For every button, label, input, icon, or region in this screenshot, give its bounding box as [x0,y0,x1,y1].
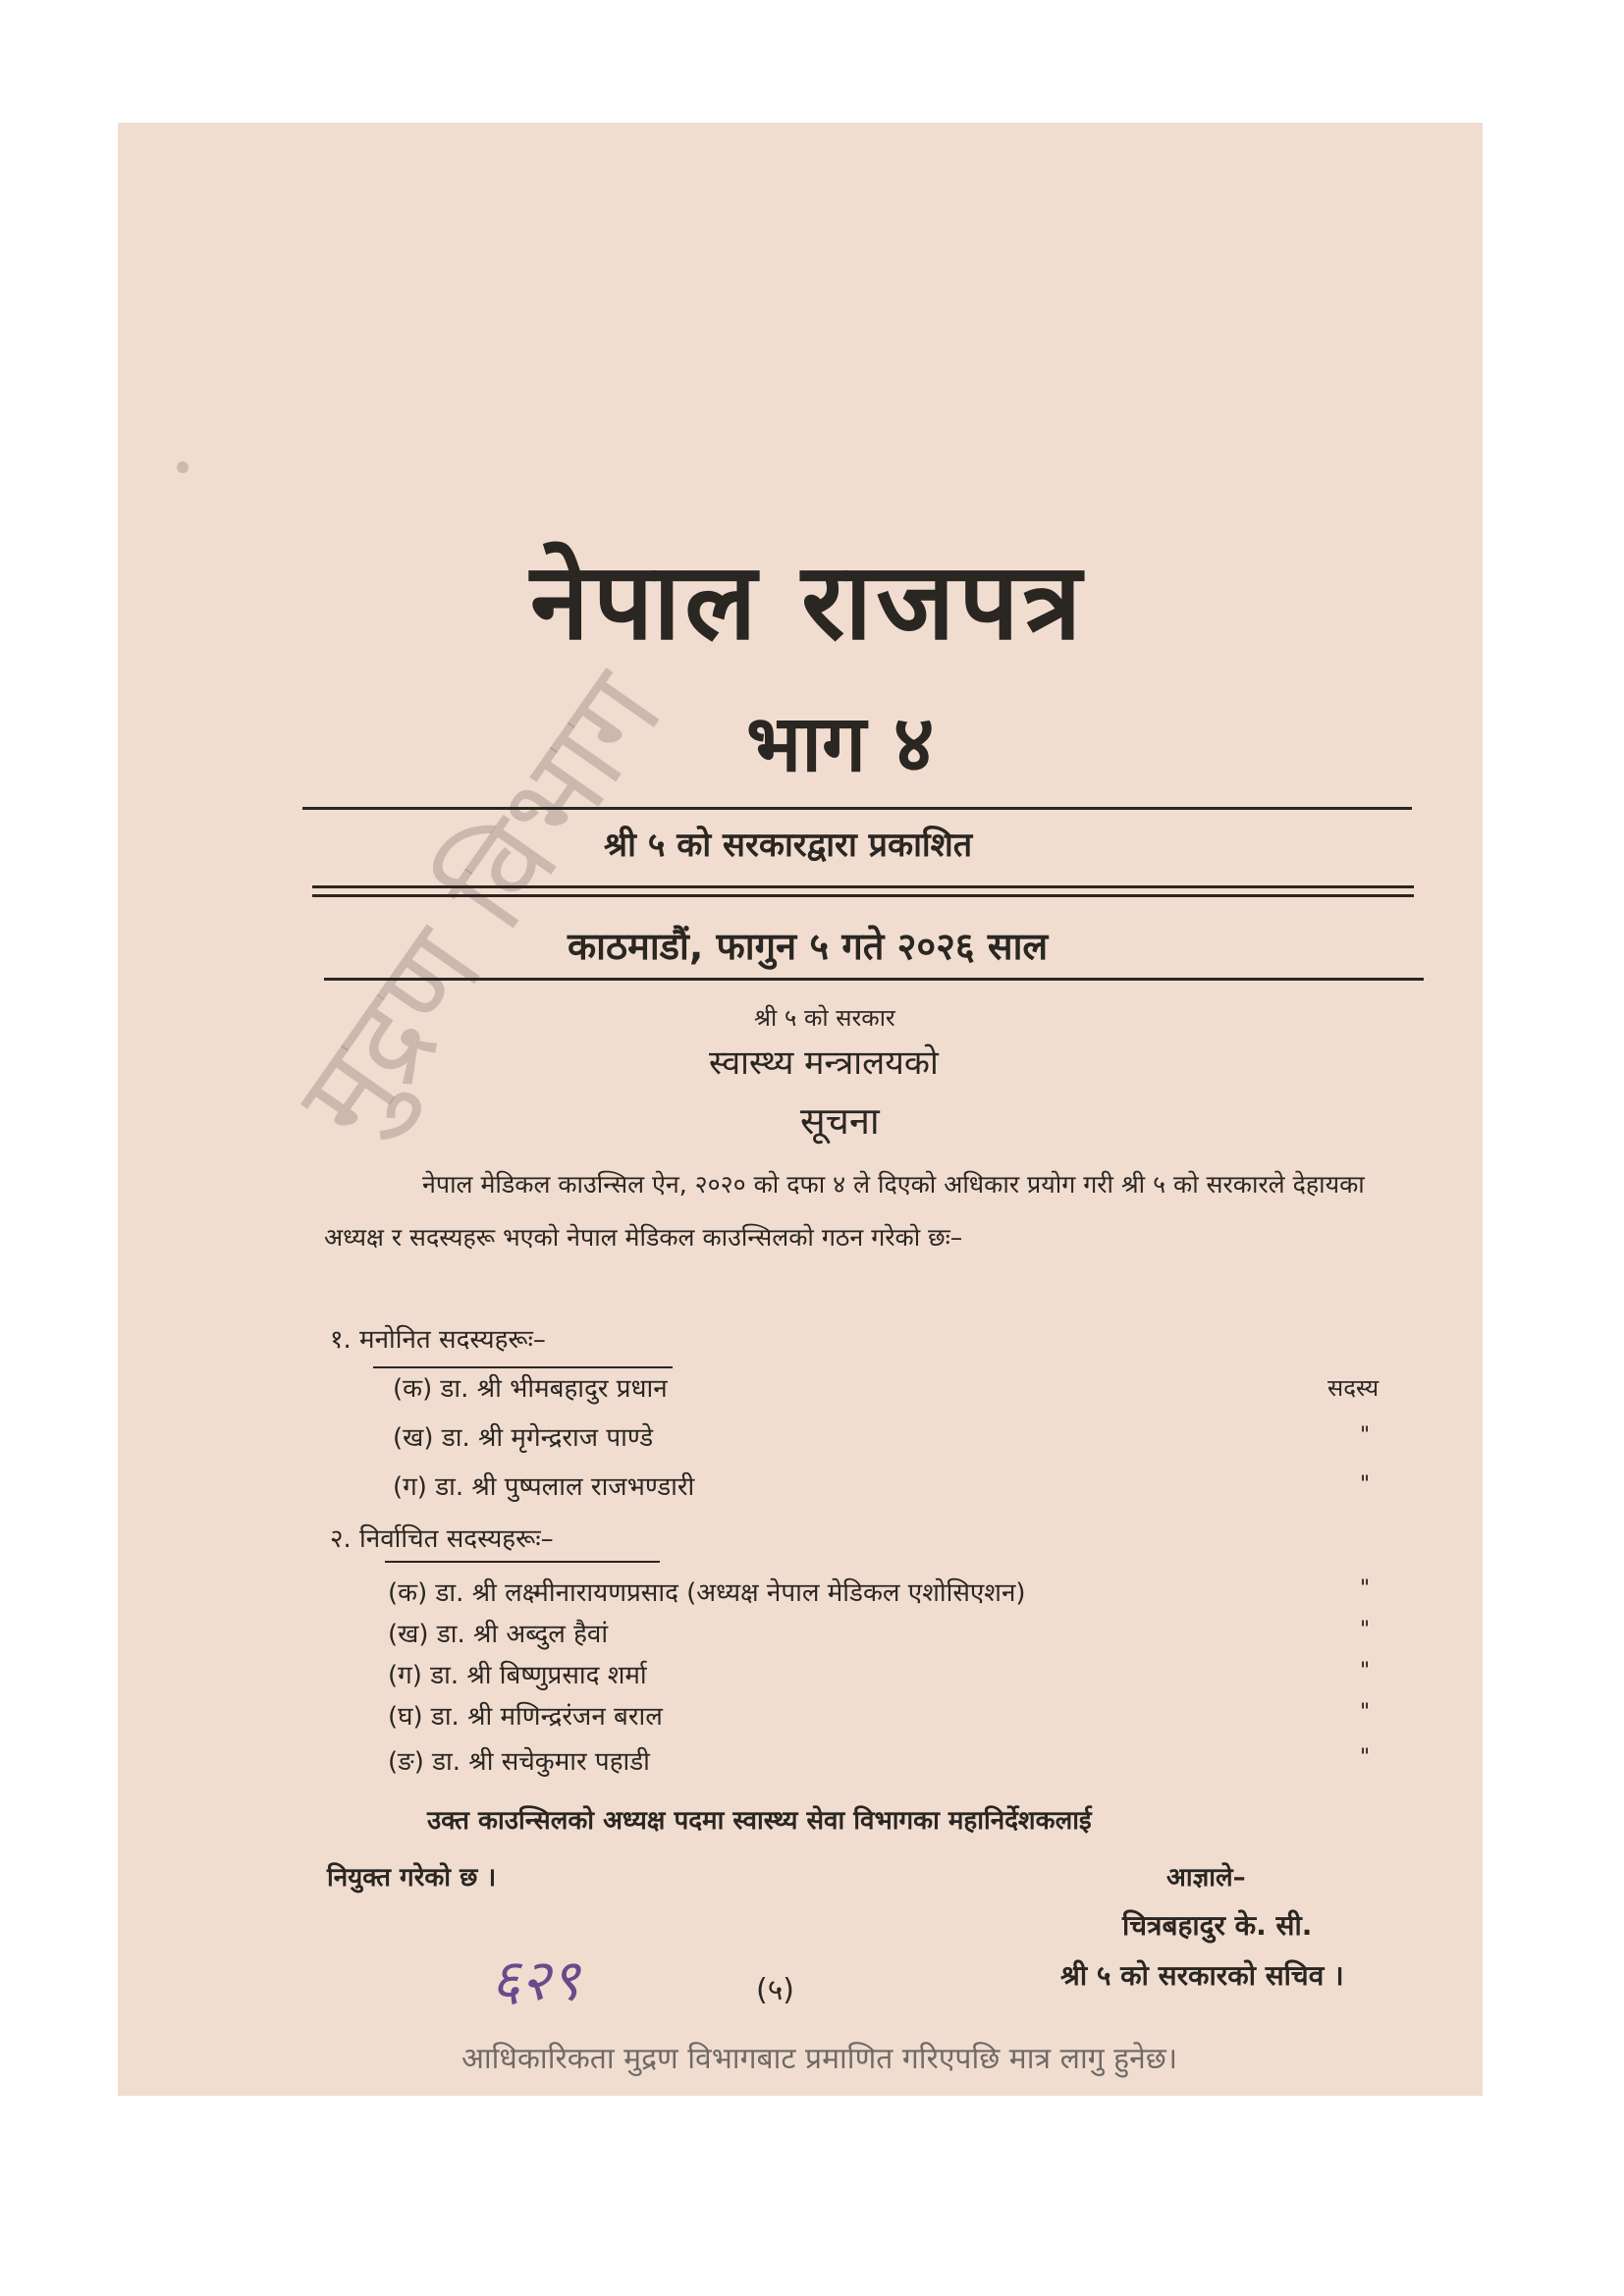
member-line: (क) डा. श्री लक्ष्मीनारायणप्रसाद (अध्यक्ष नेपाल मेडिकल एशोसिएशन) [388,1578,1026,1608]
signatory-designation: श्री ५ को सरकारको सचिव । [1060,1959,1344,1992]
signatory-name: चित्रबहादुर के. सी. [1122,1909,1313,1942]
member-role: " [1360,1472,1371,1497]
member-role: " [1360,1659,1371,1683]
member-role: " [1360,1618,1371,1642]
gazette-title: नेपाल राजपत्र [530,541,1086,664]
paper-scuff [177,461,189,473]
member-line: (ख) डा. श्री अब्दुल हैवां [388,1620,609,1649]
member-role: " [1360,1700,1371,1725]
member-line: (क) डा. श्री भीमबहादुर प्रधान [393,1374,668,1404]
member-role: " [1360,1745,1371,1770]
nominated-heading: १. मनोनित सदस्यहरूः– [330,1325,546,1355]
nominated-underline [373,1366,673,1368]
member-line: (ख) डा. श्री मृगेन्द्रराज पाण्डे [393,1423,654,1453]
order-line: आज्ञाले– [1166,1863,1246,1893]
handwritten-number: ६२९ [491,1947,580,2013]
member-role: " [1360,1423,1371,1448]
gazette-part: भाग ४ [746,698,935,789]
member-role: सदस्य [1327,1374,1380,1402]
closing-line-1: उक्त काउन्सिलको अध्यक्ष पदमा स्वास्थ्य सेवा विभागका महानिर्देशकलाई [427,1806,1092,1836]
header-rule-top [302,807,1412,810]
header-double-rule [312,885,1414,897]
member-line: (ङ) डा. श्री सचेकुमार पहाडी [388,1747,650,1777]
page-number: (५) [756,1973,795,2007]
intro-paragraph: नेपाल मेडिकल काउन्सिल ऐन, २०२० को दफा ४ ले दिएको अधिकार प्रयोग गरी श्री ५ को सरकारले देहायका अध्यक्ष र सदस्यहरू भएको नेपाल मेडिकल काउन्सिलको गठन गरेको छः– [324,1170,1365,1252]
header-rule-bottom [324,978,1424,981]
member-line: (ग) डा. श्री बिष्णुप्रसाद शर्मा [388,1661,647,1690]
member-role: " [1360,1576,1371,1601]
dateline: काठमाडौं, फागुन ५ गते २०२६ साल [568,925,1049,968]
closing-line-2: नियुक्त गरेको छ । [327,1863,497,1893]
government-line: श्री ५ को सरकार [754,1004,895,1032]
notice-heading: सूचना [800,1099,880,1143]
publisher-line: श्री ५ को सरकारद्वारा प्रकाशित [604,826,973,865]
elected-heading: २. निर्वाचित सदस्यहरूः– [330,1524,554,1554]
ministry-line: स्वास्थ्य मन्त्रालयको [709,1043,939,1083]
member-line: (घ) डा. श्री मणिन्द्ररंजन बराल [388,1702,663,1732]
elected-underline [385,1561,660,1563]
watermark: मुद्रण विभाग [272,649,689,1163]
member-line: (ग) डा. श्री पुष्पलाल राजभण्डारी [393,1472,695,1502]
footer-note: आधिकारिकता मुद्रण विभागबाट प्रमाणित गरिएपछि मात्र लागु हुनेछ। [461,2042,1178,2076]
